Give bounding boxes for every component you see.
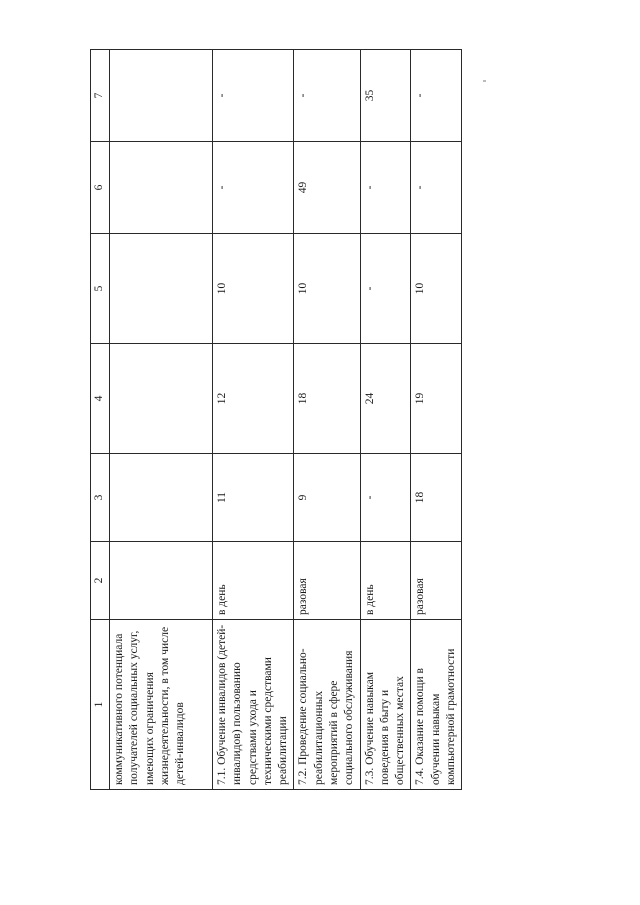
column-number-row — [91, 50, 110, 790]
periodicity-cell: в день — [360, 542, 411, 620]
service-name-cell: 7.2. Проведение социально-реабилитационных мероприятий в сфере социального обслуживания — [294, 620, 360, 790]
column-number-cell: 5 — [91, 234, 110, 344]
value-cell — [110, 50, 213, 142]
value-cell: 10 — [411, 234, 462, 344]
periodicity-cell: в день — [213, 542, 294, 620]
value-cell: - — [360, 234, 411, 344]
value-cell: 24 — [360, 344, 411, 454]
column-number-cell: 7 — [91, 50, 110, 142]
value-cell: 18 — [411, 454, 462, 542]
periodicity-cell: разовая — [411, 542, 462, 620]
value-cell: 18 — [294, 344, 360, 454]
column-number-cell: 4 — [91, 344, 110, 454]
column-number-cell: 2 — [91, 542, 110, 620]
value-cell: - — [360, 142, 411, 234]
rotated-table-container — [90, 50, 457, 790]
value-cell — [110, 344, 213, 454]
value-cell: - — [294, 50, 360, 142]
value-cell: 49 — [294, 142, 360, 234]
value-cell — [110, 454, 213, 542]
value-cell: - — [411, 142, 462, 234]
column-number-cell: 6 — [91, 142, 110, 234]
periodicity-cell — [110, 542, 213, 620]
table-row — [294, 50, 360, 790]
value-cell: 9 — [294, 454, 360, 542]
value-cell: - — [213, 50, 294, 142]
value-cell: - — [360, 454, 411, 542]
value-cell — [110, 142, 213, 234]
table-row — [411, 50, 462, 790]
services-table — [90, 49, 462, 790]
scan-speck — [483, 80, 486, 82]
service-name-cell: 7.4. Оказание помощи в обучении навыкам компьютерной грамотности — [411, 620, 462, 790]
value-cell: - — [213, 142, 294, 234]
table-row — [360, 50, 411, 790]
value-cell: 11 — [213, 454, 294, 542]
table-row — [213, 50, 294, 790]
value-cell: - — [411, 50, 462, 142]
value-cell: 12 — [213, 344, 294, 454]
value-cell: 19 — [411, 344, 462, 454]
column-number-cell: 1 — [91, 620, 110, 790]
periodicity-cell: разовая — [294, 542, 360, 620]
service-name-cell: коммуникативного потенциала получателей социальных услуг, имеющих ограничения жизнедеятельности, в том числе детей-инвалидов — [110, 620, 213, 790]
value-cell: 10 — [294, 234, 360, 344]
value-cell — [110, 234, 213, 344]
service-name-cell: 7.3. Обучение навыкам поведения в быту и общественных местах — [360, 620, 411, 790]
value-cell: 10 — [213, 234, 294, 344]
service-name-cell: 7.1. Обучение инвалидов (детей-инвалидов) пользованию средствами ухода и техническими средствами реабилитации — [213, 620, 294, 790]
table-row — [110, 50, 213, 790]
value-cell: 35 — [360, 50, 411, 142]
column-number-cell: 3 — [91, 454, 110, 542]
